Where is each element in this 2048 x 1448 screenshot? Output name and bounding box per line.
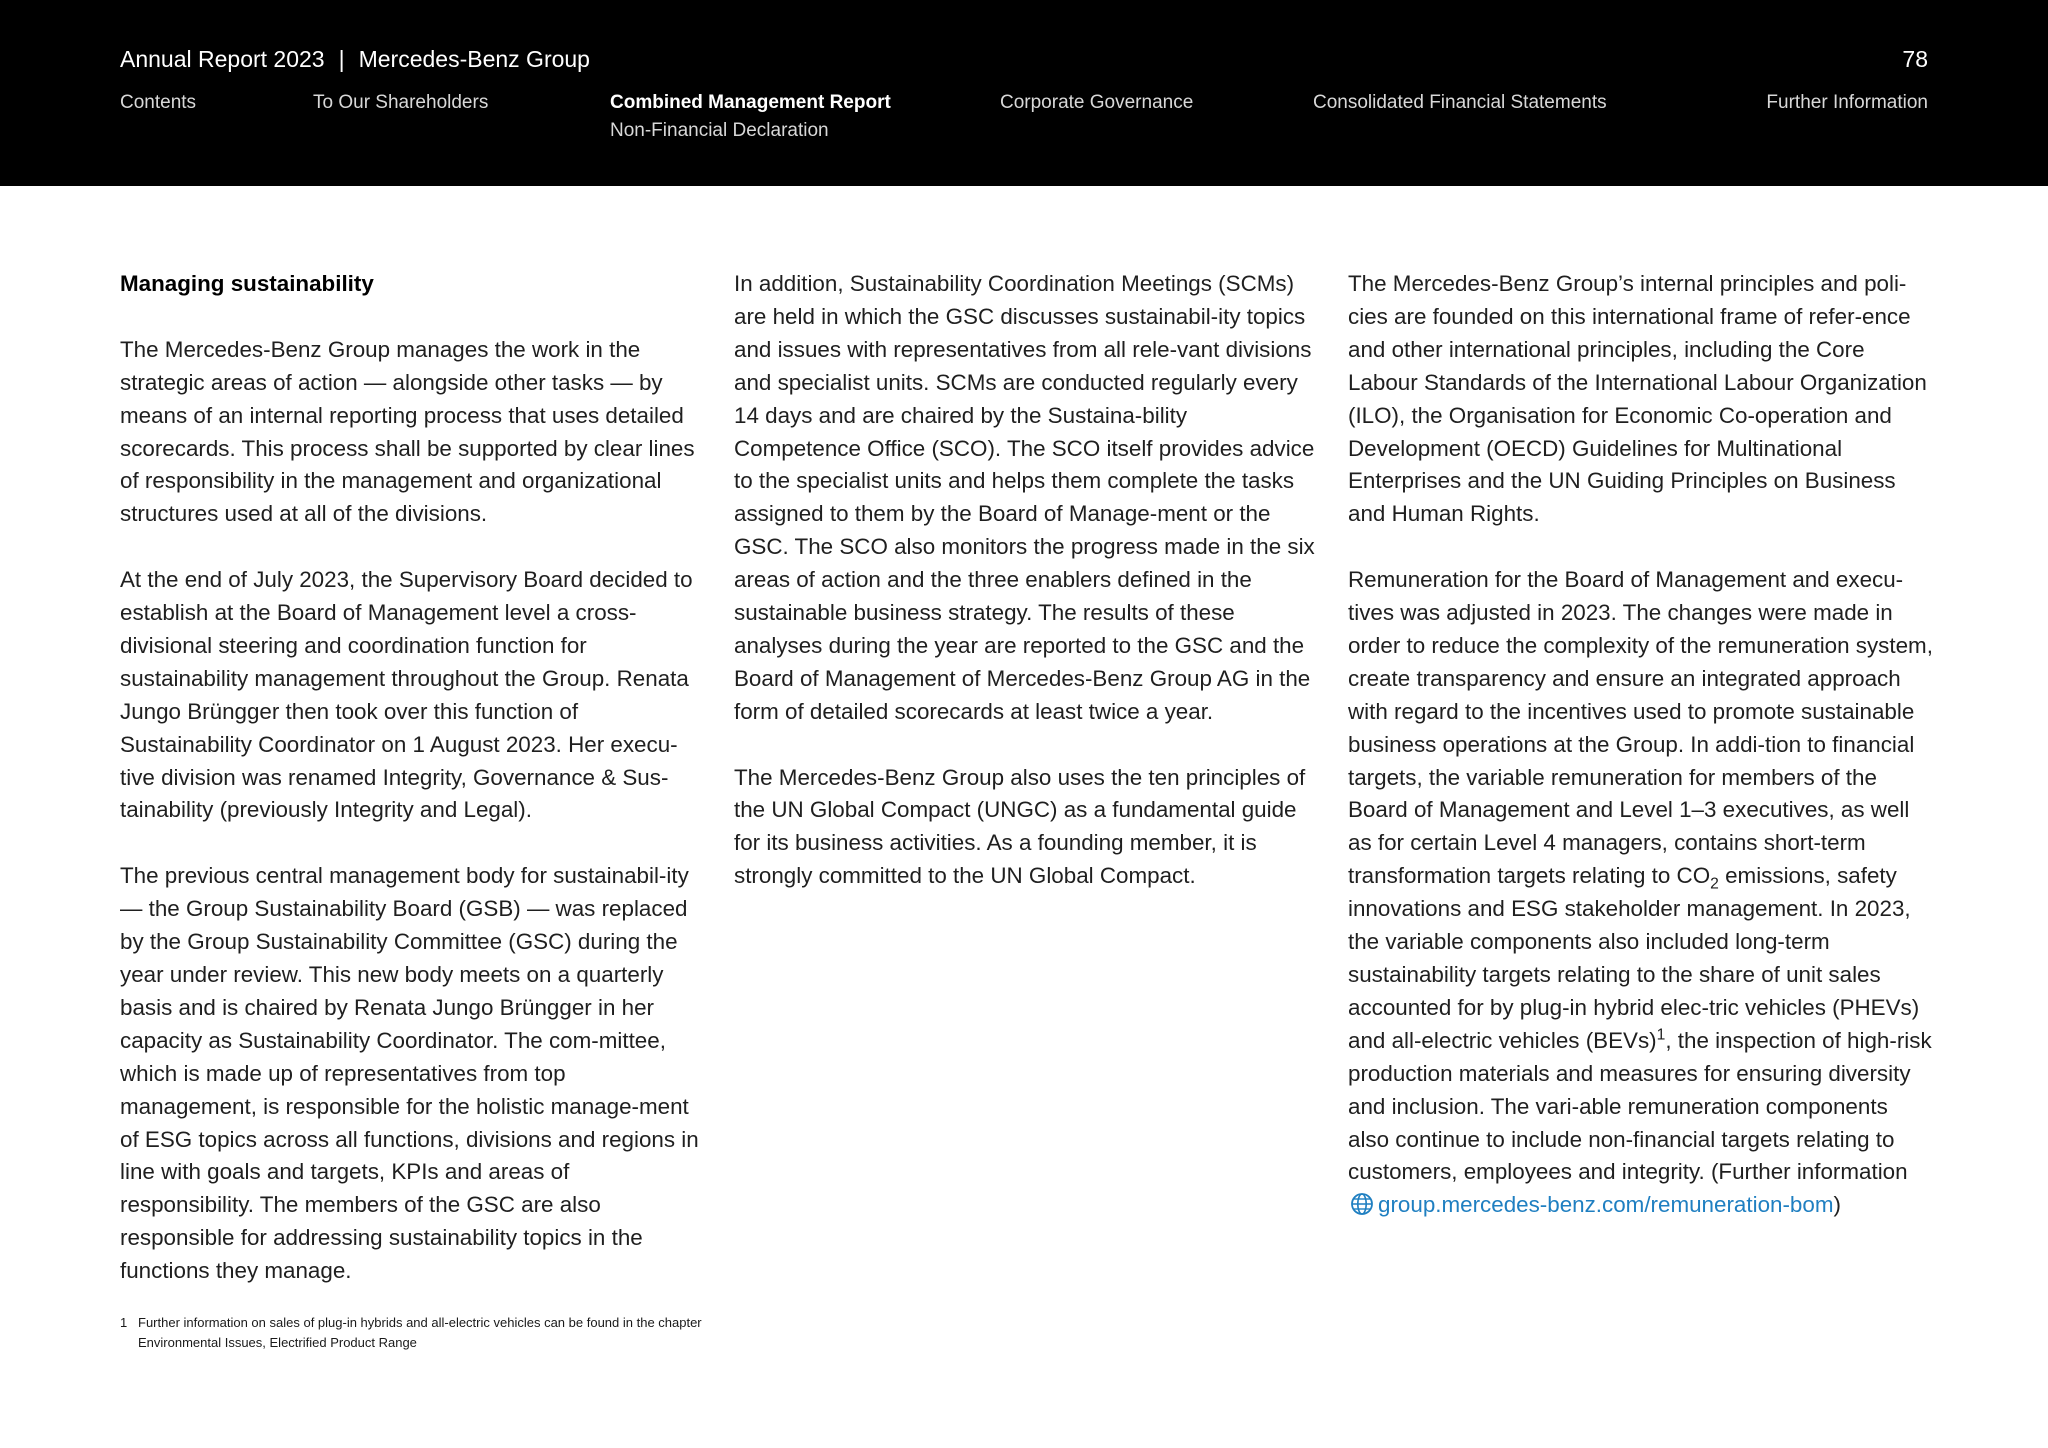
paragraph: The Mercedes-Benz Group manages the work in the strategic areas of action — alongside other tasks — by means of an internal reporting process that uses detailed scorecards. This process shall be supported by clear lines of responsibility in the management and organizational structures used at all of the divisions.: [120, 336, 695, 527]
text-run: Remuneration for the Board of Management and execu-tives was adjusted in 2023. The changes were made in order to reduce the complexity of the remuneration system, create transparency and ensure an integrated approach with regard to the incentives used to promote sustainable business operations at the Group. In addi-tion to financial targets, the variable remuneration for members of the Board of Management and Level 1–3 executives, as well as for certain Level 4 managers, contains short-term transformation targets relating to CO: [1348, 567, 1933, 889]
remuneration-paragraph: [1348, 564, 1934, 1222]
globe-icon[interactable]: [1350, 1192, 1374, 1216]
nav-combined-management-report[interactable]: Combined Management Report: [610, 92, 891, 113]
text-run: ): [1833, 1192, 1841, 1218]
title-separator: |: [338, 46, 345, 72]
footnote-text: Further information on sales of plug-in hybrids and all-electric vehicles can be found in the chapter Environmental Issues, Electrified Product Range: [138, 1315, 702, 1350]
remuneration-link[interactable]: group.mercedes-benz.com/remuneration-bom: [1378, 1192, 1834, 1218]
text-column-3: [1348, 268, 1934, 1255]
co2-subscript: 2: [1710, 875, 1719, 893]
paragraph: At the end of July 2023, the Supervisory Board decided to establish at the Board of Management level a cross-divisional steering and coordination function for sustainability management throughout the Group. Renata Jungo Brüngger then took over this function of Sustainability Coordinator on 1 August 2023. Her execu-tive division was renamed Integrity, Governance & Sus-tainability (previously Integrity and Legal).: [120, 567, 693, 823]
nav-further-information[interactable]: Further Information: [1766, 92, 1928, 113]
paragraph: In addition, Sustainability Coordination Meetings (SCMs) are held in which the GSC discusses sustainabil-ity topics and issues with representatives from all rele-vant divisions and specialist units. SCMs are conducted regularly every 14 days and are chaired by the Sustaina-bility Competence Office (SCO). The SCO itself provides advice to the specialist units and helps them complete the tasks assigned to them by the Board of Manage-ment or the GSC. The SCO also monitors the progress made in the six areas of action and the three enablers defined in the sustainable business strategy. The results of these analyses during the year are reported to the GSC and the Board of Management of Mercedes-Benz Group AG in the form of detailed scorecards at least twice a year.: [734, 271, 1315, 724]
report-title: [120, 46, 590, 73]
paragraph: The previous central management body for sustainabil-ity — the Group Sustainability Board (GSB) — was replaced by the Group Sustainability Committee (GSC) during the year under review. This new body meets on a quarterly basis and is chaired by Renata Jungo Brüngger in her capacity as Sustainability Coordinator. The com-mittee, which is made up of representatives from top management, is responsible for the holistic manage-ment of ESG topics across all functions, divisions and regions in line with goals and targets, KPIs and areas of responsibility. The members of the GSC are also responsible for addressing sustainability topics in the functions they manage.: [120, 863, 699, 1284]
nav-non-financial-declaration[interactable]: Non-Financial Declaration: [610, 120, 829, 141]
nav-corporate-governance[interactable]: Corporate Governance: [1000, 92, 1194, 113]
paragraph: The Mercedes-Benz Group’s internal principles and poli-cies are founded on this international frame of refer-ence and other international principles, including the Core Labour Standards of the International Labour Organization (ILO), the Organisation for Economic Co-operation and Development (OECD) Guidelines for Multinational Enterprises and the UN Guiding Principles on Business and Human Rights.: [1348, 271, 1927, 527]
section-heading: Managing sustainability: [120, 271, 374, 296]
footnote-reference[interactable]: 1: [1656, 1026, 1666, 1044]
text-column-1: [120, 268, 706, 1321]
text-run: , the inspection of high-risk production materials and measures for ensuring diversity and inclusion. The vari-able remuneration components also continue to include non-financial targets relating to customers, employees and integrity. (Further information: [1348, 1027, 1932, 1185]
paragraph: The Mercedes-Benz Group also uses the ten principles of the UN Global Compact (UNGC) as a fundamental guide for its business activities. As a founding member, it is strongly committed to the UN Global Compact.: [734, 764, 1306, 889]
footnote: [120, 1313, 706, 1353]
nav-consolidated-financial-statements[interactable]: Consolidated Financial Statements: [1313, 92, 1607, 113]
report-name: Annual Report 2023: [120, 46, 325, 72]
page-number: 78: [1902, 46, 1928, 72]
nav-contents[interactable]: Contents: [120, 92, 197, 113]
page-header: [0, 0, 2048, 186]
footnote-number: 1: [120, 1315, 128, 1330]
company-name: Mercedes-Benz Group: [358, 46, 590, 72]
text-run: emissions, safety innovations and ESG stakeholder management. In 2023, the variable components also included long-term sustainability targets relating to the share of unit sales accounted for by plug-in hybrid elec-tric vehicles (PHEVs) and all-electric vehicles (BEVs): [1348, 863, 1920, 1053]
text-column-2: [734, 268, 1320, 926]
nav-to-our-shareholders[interactable]: To Our Shareholders: [313, 92, 489, 113]
